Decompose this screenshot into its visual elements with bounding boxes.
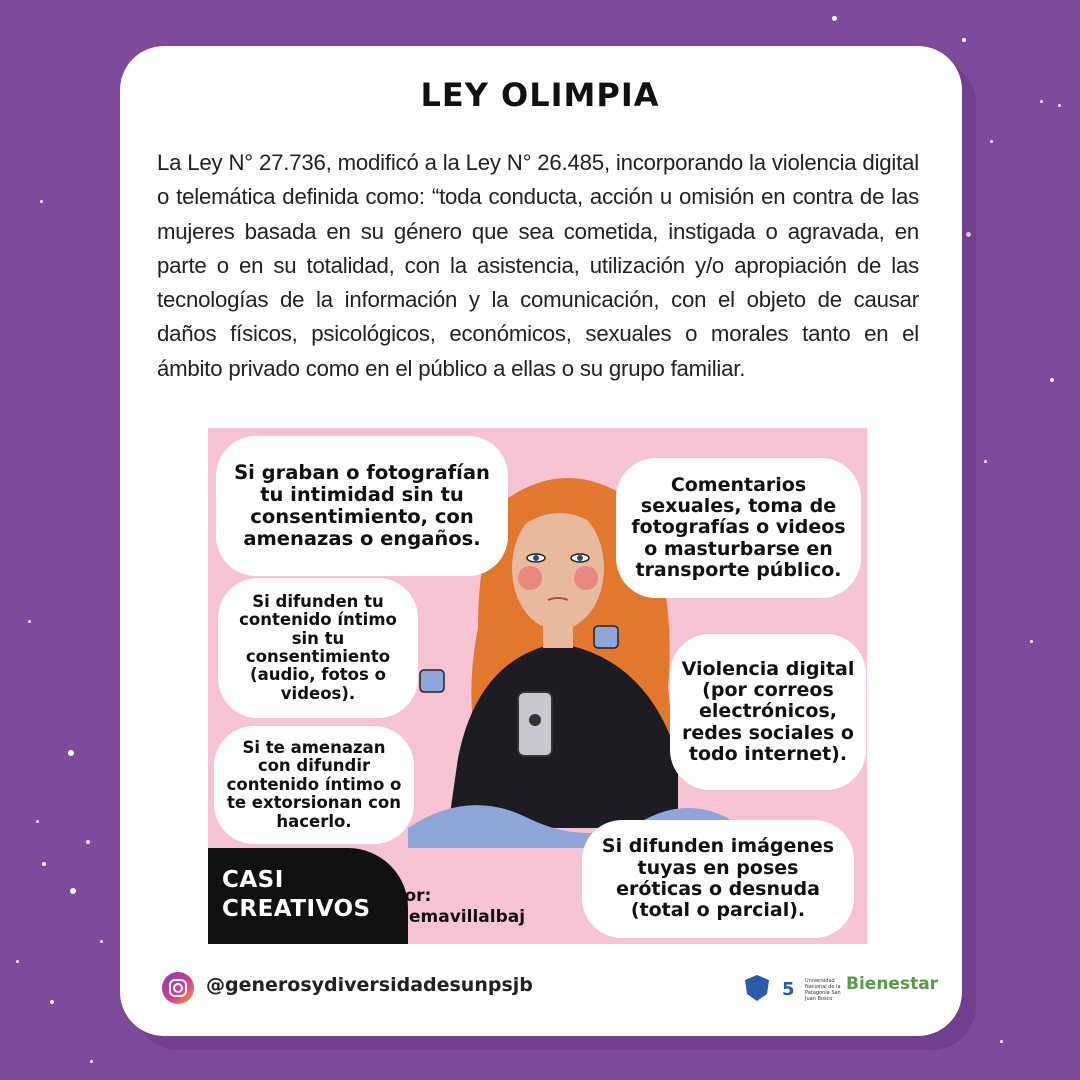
anniversary-50-icon [782,976,804,1000]
bubble-grabar-intimidad: Si graban o fotografían tu intimidad sin tu consentimiento, con amenazas o engaños. [216,436,508,576]
logo-line-2: CREATIVOS [222,895,371,922]
bienestar-logo: Bienestar [846,974,939,994]
instagram-icon [162,972,194,1004]
svg-text:5: 5 [782,979,795,1000]
bubble-difundir-contenido: Si difunden tu contenido íntimo sin tu consentimiento (audio, fotos o videos). [218,578,418,718]
thumbs-down-icon [418,668,446,696]
instagram-handle[interactable]: @generosydiversidadesunpsjb [206,974,533,996]
bubble-imagenes-eroticas: Si difunden imágenes tuyas en poses eróticas o desnuda (total o parcial). [582,820,854,938]
logo-line-1: CASI [222,867,284,893]
university-logo-text: Universidad Nacional de la Patagonia San Juan Bosco [805,978,841,1002]
bubble-amenaza-extorsion: Si te amenazan con difundir contenido íntimo o te extorsionan con hacerlo. [214,726,414,844]
smartphone-icon [516,690,556,760]
illustration [208,428,867,944]
casi-creativos-logo [222,866,371,924]
law-description: La Ley N° 27.736, modificó a la Ley N° 26.485, incorporando la violencia digital o telemática definida como: “toda conducta, acción u omisión en contra de las mujeres basada en su género que sea cometida, instigada o agravada, en parte o en su totalidad, con la asistencia, utilización y/o apropiación de las tecnologías de la información y la comunicación, con el objeto de causar daños físicos, psicológicos, económicos, sexuales o morales tanto en el ámbito privado como en el público a ellas o su grupo familiar. [157,150,919,381]
bubble-comentarios-sexuales: Comentarios sexuales, toma de fotografías o videos o masturbarse en transporte público. [616,458,861,598]
page-title: LEY OLIMPIA [420,76,660,114]
thumbs-down-icon [592,624,620,652]
credit-handle: @emavillalbaj [392,907,526,928]
university-shield-icon [744,974,770,1002]
bubble-violencia-digital: Violencia digital (por correos electrónicos, redes sociales o todo internet). [670,634,866,790]
illustrator-credit [392,886,525,929]
credit-label: Por: [392,886,432,906]
